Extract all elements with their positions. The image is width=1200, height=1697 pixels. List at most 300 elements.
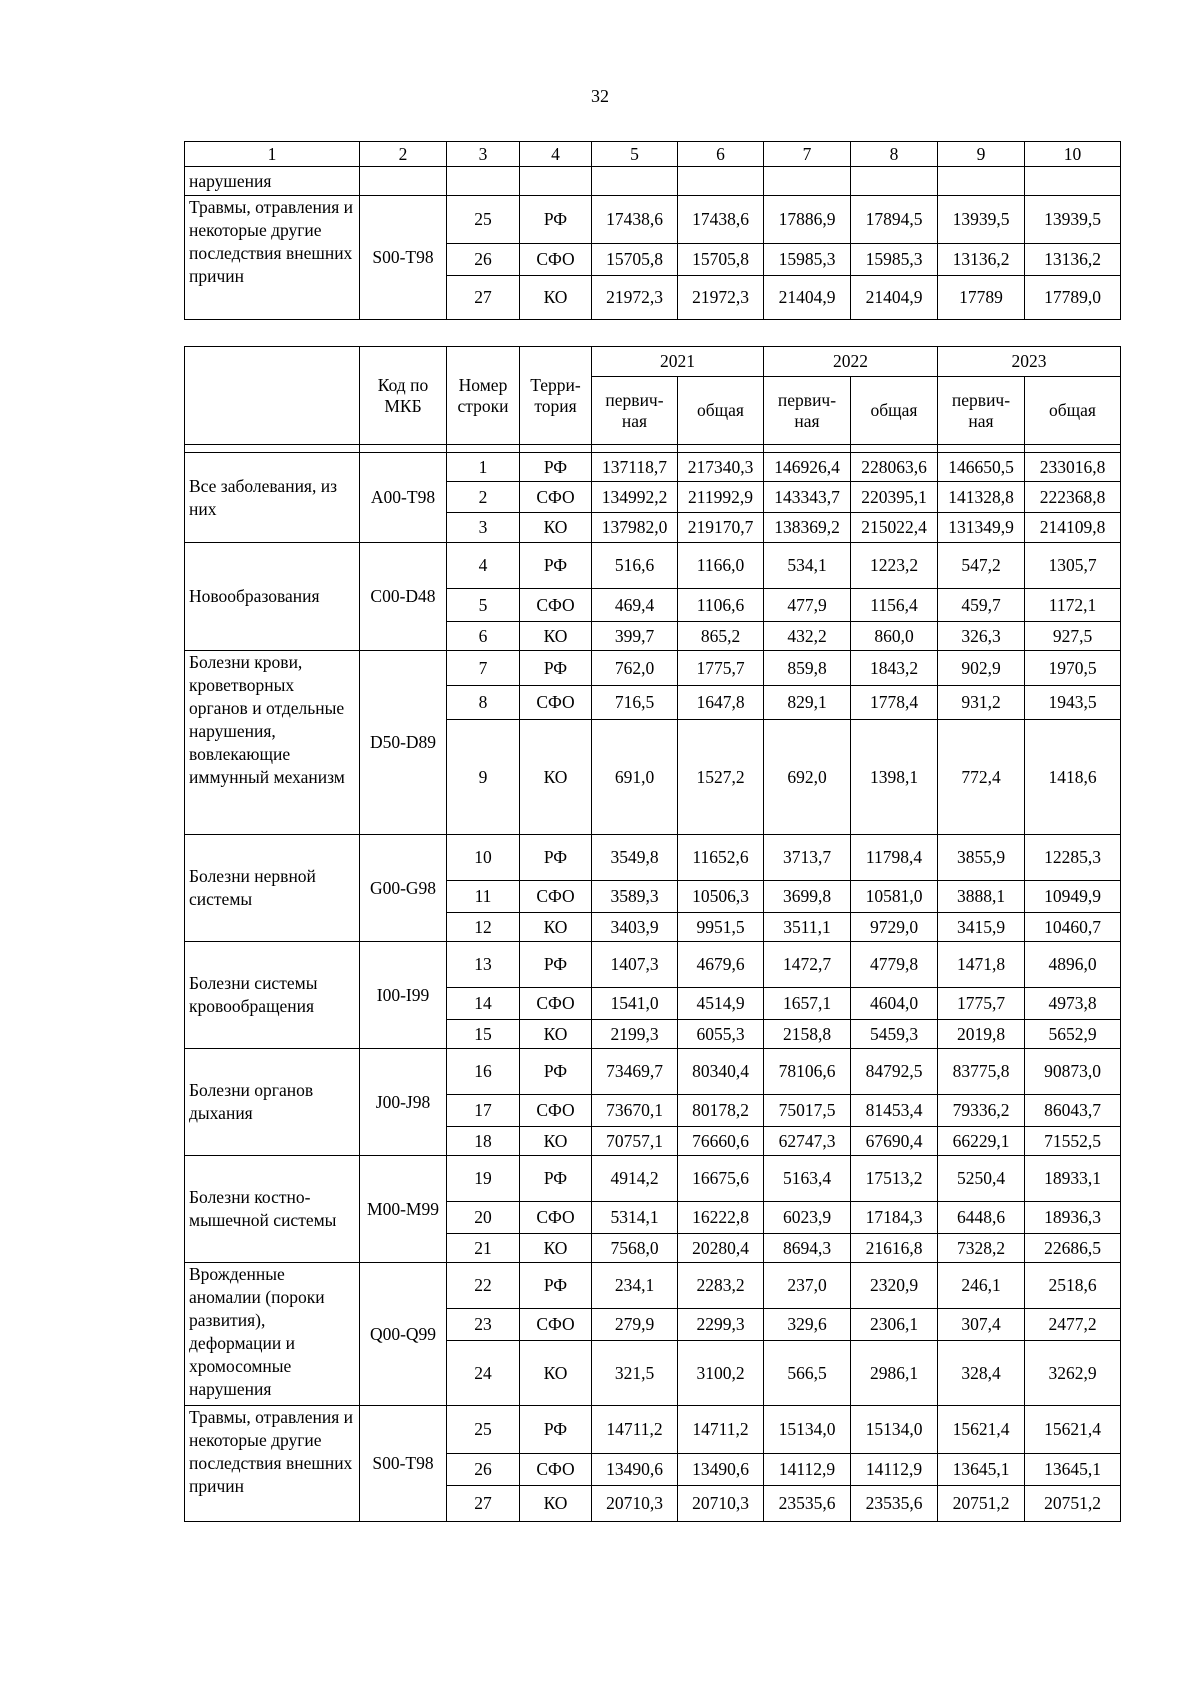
value-cell: 6023,9	[764, 1202, 851, 1234]
icd-code: J00-J98	[360, 1049, 447, 1156]
territory: СФО	[520, 589, 592, 622]
value-cell: 1970,5	[1025, 651, 1121, 686]
column-number: 8	[851, 142, 938, 167]
table-row	[185, 651, 1121, 686]
row-number: 11	[447, 881, 520, 913]
value-cell: 691,0	[592, 720, 678, 835]
value-cell: 931,2	[938, 686, 1025, 720]
row-number: 20	[447, 1202, 520, 1234]
value-cell: 71552,5	[1025, 1127, 1121, 1156]
value-cell: 3262,9	[1025, 1341, 1121, 1406]
row-number: 14	[447, 988, 520, 1020]
disease-group-name: Травмы, отравления и некоторые другие последствия внешних причин	[185, 196, 360, 320]
row-number: 23	[447, 1309, 520, 1341]
value-cell: 233016,8	[1025, 453, 1121, 482]
value-cell: 3855,9	[938, 835, 1025, 881]
value-cell: 3100,2	[678, 1341, 764, 1406]
value-cell: 927,5	[1025, 622, 1121, 651]
value-cell: 5163,4	[764, 1156, 851, 1202]
column-number: 3	[447, 142, 520, 167]
value-cell: 772,4	[938, 720, 1025, 835]
value-cell: 17789,0	[1025, 276, 1121, 320]
value-cell: 2158,8	[764, 1020, 851, 1049]
value-cell: 14711,2	[678, 1406, 764, 1454]
value-cell: 9729,0	[851, 913, 938, 942]
value-cell: 1778,4	[851, 686, 938, 720]
disease-group-name: Травмы, отравления и некоторые другие последствия внешних причин	[185, 1406, 360, 1522]
value-cell: 865,2	[678, 622, 764, 651]
value-cell: 17438,6	[592, 196, 678, 244]
value-cell: 17894,5	[851, 196, 938, 244]
value-cell: 15705,8	[592, 244, 678, 276]
row-number: 2	[447, 482, 520, 513]
territory: СФО	[520, 244, 592, 276]
column-number: 4	[520, 142, 592, 167]
value-cell: 78106,6	[764, 1049, 851, 1095]
territory: СФО	[520, 686, 592, 720]
disease-group-name: Новообразования	[185, 543, 360, 651]
value-cell: 79336,2	[938, 1095, 1025, 1127]
disease-group-name: Болезни нервной системы	[185, 835, 360, 942]
territory: РФ	[520, 1263, 592, 1309]
value-cell: 10581,0	[851, 881, 938, 913]
value-cell: 10506,3	[678, 881, 764, 913]
value-cell: 547,2	[938, 543, 1025, 589]
row-number: 13	[447, 942, 520, 988]
value-cell: 21972,3	[592, 276, 678, 320]
value-cell: 1472,7	[764, 942, 851, 988]
row-number: 10	[447, 835, 520, 881]
value-cell: 17513,2	[851, 1156, 938, 1202]
territory: РФ	[520, 1406, 592, 1454]
value-cell: 62747,3	[764, 1127, 851, 1156]
disease-group-name: Болезни системы кровообращения	[185, 942, 360, 1049]
value-cell: 86043,7	[1025, 1095, 1121, 1127]
row-number: 12	[447, 913, 520, 942]
value-cell: 326,3	[938, 622, 1025, 651]
header-total: общая	[1025, 377, 1121, 445]
value-cell: 70757,1	[592, 1127, 678, 1156]
row-number: 27	[447, 276, 520, 320]
territory: КО	[520, 1127, 592, 1156]
territory: СФО	[520, 1202, 592, 1234]
column-numbers-row	[185, 142, 1121, 167]
value-cell: 1106,6	[678, 589, 764, 622]
value-cell: 307,4	[938, 1309, 1025, 1341]
page-number: 32	[591, 86, 609, 106]
value-cell: 21972,3	[678, 276, 764, 320]
territory: КО	[520, 720, 592, 835]
value-cell: 4896,0	[1025, 942, 1121, 988]
value-cell: 146926,4	[764, 453, 851, 482]
icd-code: G00-G98	[360, 835, 447, 942]
territory: КО	[520, 1486, 592, 1522]
value-cell: 6448,6	[938, 1202, 1025, 1234]
value-cell: 20710,3	[592, 1486, 678, 1522]
value-cell: 7328,2	[938, 1234, 1025, 1263]
value-cell: 10949,9	[1025, 881, 1121, 913]
table-row	[185, 1156, 1121, 1202]
column-number: 5	[592, 142, 678, 167]
value-cell: 2299,3	[678, 1309, 764, 1341]
value-cell: 15705,8	[678, 244, 764, 276]
column-number: 9	[938, 142, 1025, 167]
value-cell: 4679,6	[678, 942, 764, 988]
value-cell: 279,9	[592, 1309, 678, 1341]
value-cell: 829,1	[764, 686, 851, 720]
icd-code: D50-D89	[360, 651, 447, 835]
row-number: 26	[447, 1454, 520, 1486]
row-number: 24	[447, 1341, 520, 1406]
value-cell: 138369,2	[764, 513, 851, 543]
main-table	[184, 346, 1121, 1522]
value-cell: 15134,0	[764, 1406, 851, 1454]
row-number: 17	[447, 1095, 520, 1127]
value-cell: 1166,0	[678, 543, 764, 589]
value-cell: 14711,2	[592, 1406, 678, 1454]
value-cell: 5314,1	[592, 1202, 678, 1234]
value-cell: 329,6	[764, 1309, 851, 1341]
value-cell: 137982,0	[592, 513, 678, 543]
territory: КО	[520, 1020, 592, 1049]
value-cell: 73670,1	[592, 1095, 678, 1127]
value-cell: 228063,6	[851, 453, 938, 482]
value-cell: 23535,6	[764, 1486, 851, 1522]
value-cell: 11798,4	[851, 835, 938, 881]
row-number: 7	[447, 651, 520, 686]
territory: РФ	[520, 651, 592, 686]
row-number: 25	[447, 196, 520, 244]
value-cell: 859,8	[764, 651, 851, 686]
value-cell: 13136,2	[938, 244, 1025, 276]
territory: КО	[520, 913, 592, 942]
value-cell: 13939,5	[1025, 196, 1121, 244]
row-number: 6	[447, 622, 520, 651]
table-row	[185, 835, 1121, 881]
value-cell: 1223,2	[851, 543, 938, 589]
value-cell: 692,0	[764, 720, 851, 835]
value-cell: 3549,8	[592, 835, 678, 881]
value-cell: 5652,9	[1025, 1020, 1121, 1049]
row-number: 27	[447, 1486, 520, 1522]
value-cell: 13645,1	[1025, 1454, 1121, 1486]
value-cell: 399,7	[592, 622, 678, 651]
value-cell: 321,5	[592, 1341, 678, 1406]
value-cell: 80340,4	[678, 1049, 764, 1095]
row-number: 21	[447, 1234, 520, 1263]
icd-code: Q00-Q99	[360, 1263, 447, 1406]
value-cell: 4779,8	[851, 942, 938, 988]
value-cell: 328,4	[938, 1341, 1025, 1406]
value-cell: 220395,1	[851, 482, 938, 513]
value-cell: 566,5	[764, 1341, 851, 1406]
value-cell: 84792,5	[851, 1049, 938, 1095]
disease-group-name: Болезни органов дыхания	[185, 1049, 360, 1156]
value-cell: 137118,7	[592, 453, 678, 482]
value-cell: 7568,0	[592, 1234, 678, 1263]
value-cell: 222368,8	[1025, 482, 1121, 513]
value-cell: 215022,4	[851, 513, 938, 543]
value-cell: 10460,7	[1025, 913, 1121, 942]
column-number: 2	[360, 142, 447, 167]
row-number: 8	[447, 686, 520, 720]
value-cell: 432,2	[764, 622, 851, 651]
value-cell: 13939,5	[938, 196, 1025, 244]
value-cell: 21404,9	[851, 276, 938, 320]
header-year: 2023	[938, 347, 1121, 377]
territory: СФО	[520, 988, 592, 1020]
value-cell: 66229,1	[938, 1127, 1025, 1156]
value-cell: 15134,0	[851, 1406, 938, 1454]
value-cell: 12285,3	[1025, 835, 1121, 881]
spacer-row	[185, 445, 1121, 453]
value-cell: 1647,8	[678, 686, 764, 720]
territory: СФО	[520, 482, 592, 513]
column-number: 1	[185, 142, 360, 167]
value-cell: 15985,3	[764, 244, 851, 276]
value-cell: 15621,4	[1025, 1406, 1121, 1454]
column-number: 6	[678, 142, 764, 167]
disease-group-name: Все заболевания, из них	[185, 453, 360, 543]
value-cell: 13645,1	[938, 1454, 1025, 1486]
column-number: 7	[764, 142, 851, 167]
value-cell: 23535,6	[851, 1486, 938, 1522]
territory: РФ	[520, 835, 592, 881]
value-cell: 2199,3	[592, 1020, 678, 1049]
value-cell: 2019,8	[938, 1020, 1025, 1049]
value-cell: 76660,6	[678, 1127, 764, 1156]
continuation-table	[184, 141, 1121, 320]
territory: СФО	[520, 1309, 592, 1341]
value-cell: 15621,4	[938, 1406, 1025, 1454]
row-number: 15	[447, 1020, 520, 1049]
value-cell: 2283,2	[678, 1263, 764, 1309]
value-cell: 762,0	[592, 651, 678, 686]
value-cell: 4914,2	[592, 1156, 678, 1202]
header-territory: Терри-тория	[520, 347, 592, 445]
value-cell: 1407,3	[592, 942, 678, 988]
value-cell: 17789	[938, 276, 1025, 320]
value-cell: 13490,6	[678, 1454, 764, 1486]
value-cell: 1172,1	[1025, 589, 1121, 622]
value-cell: 16675,6	[678, 1156, 764, 1202]
column-number: 10	[1025, 142, 1121, 167]
value-cell: 67690,4	[851, 1127, 938, 1156]
value-cell: 20751,2	[938, 1486, 1025, 1522]
icd-code: S00-T98	[360, 196, 447, 320]
territory: РФ	[520, 196, 592, 244]
header-year: 2021	[592, 347, 764, 377]
value-cell: 21616,8	[851, 1234, 938, 1263]
header-name-cell	[185, 347, 360, 445]
value-cell: 1775,7	[678, 651, 764, 686]
value-cell: 13136,2	[1025, 244, 1121, 276]
territory: РФ	[520, 453, 592, 482]
disease-group-name: Врожденные аномалии (пороки развития), деформации и хромосомные нарушения	[185, 1263, 360, 1406]
row-number: 18	[447, 1127, 520, 1156]
icd-code: S00-T98	[360, 1406, 447, 1522]
value-cell: 18936,3	[1025, 1202, 1121, 1234]
value-cell: 5459,3	[851, 1020, 938, 1049]
value-cell: 3403,9	[592, 913, 678, 942]
disease-group-name: Болезни крови, кроветворных органов и отдельные нарушения, вовлекающие иммунный механизм	[185, 651, 360, 835]
value-cell: 14112,9	[764, 1454, 851, 1486]
value-cell: 1541,0	[592, 988, 678, 1020]
value-cell: 81453,4	[851, 1095, 938, 1127]
value-cell: 3713,7	[764, 835, 851, 881]
value-cell: 134992,2	[592, 482, 678, 513]
territory: СФО	[520, 881, 592, 913]
row-number: 26	[447, 244, 520, 276]
territory: СФО	[520, 1454, 592, 1486]
value-cell: 237,0	[764, 1263, 851, 1309]
disease-group-name: Болезни костно-мышечной системы	[185, 1156, 360, 1263]
value-cell: 131349,9	[938, 513, 1025, 543]
row-number: 22	[447, 1263, 520, 1309]
value-cell: 73469,7	[592, 1049, 678, 1095]
value-cell: 143343,7	[764, 482, 851, 513]
table-row	[185, 1406, 1121, 1454]
table-row	[185, 453, 1121, 482]
value-cell: 20751,2	[1025, 1486, 1121, 1522]
value-cell: 860,0	[851, 622, 938, 651]
value-cell: 22686,5	[1025, 1234, 1121, 1263]
territory: СФО	[520, 1095, 592, 1127]
value-cell: 459,7	[938, 589, 1025, 622]
value-cell: 1398,1	[851, 720, 938, 835]
value-cell: 1305,7	[1025, 543, 1121, 589]
icd-code: C00-D48	[360, 543, 447, 651]
value-cell: 18933,1	[1025, 1156, 1121, 1202]
value-cell: 1156,4	[851, 589, 938, 622]
value-cell: 16222,8	[678, 1202, 764, 1234]
value-cell: 80178,2	[678, 1095, 764, 1127]
header-total: общая	[678, 377, 764, 445]
value-cell: 15985,3	[851, 244, 938, 276]
value-cell: 8694,3	[764, 1234, 851, 1263]
table-row	[185, 543, 1121, 589]
row-number: 19	[447, 1156, 520, 1202]
territory: РФ	[520, 942, 592, 988]
row-number: 9	[447, 720, 520, 835]
value-cell: 1471,8	[938, 942, 1025, 988]
value-cell: 75017,5	[764, 1095, 851, 1127]
header-primary: первич-ная	[938, 377, 1025, 445]
value-cell: 2986,1	[851, 1341, 938, 1406]
territory: РФ	[520, 1156, 592, 1202]
row-number: 1	[447, 453, 520, 482]
value-cell: 90873,0	[1025, 1049, 1121, 1095]
header-row-number: Номер строки	[447, 347, 520, 445]
value-cell: 211992,9	[678, 482, 764, 513]
value-cell: 469,4	[592, 589, 678, 622]
value-cell: 146650,5	[938, 453, 1025, 482]
row-number: 5	[447, 589, 520, 622]
header-primary: первич-ная	[764, 377, 851, 445]
tail-row-text: нарушения	[185, 167, 360, 196]
value-cell: 246,1	[938, 1263, 1025, 1309]
header-primary: первич-ная	[592, 377, 678, 445]
value-cell: 17438,6	[678, 196, 764, 244]
value-cell: 219170,7	[678, 513, 764, 543]
value-cell: 3511,1	[764, 913, 851, 942]
value-cell: 214109,8	[1025, 513, 1121, 543]
value-cell: 3699,8	[764, 881, 851, 913]
value-cell: 21404,9	[764, 276, 851, 320]
value-cell: 4604,0	[851, 988, 938, 1020]
icd-code: M00-M99	[360, 1156, 447, 1263]
territory: КО	[520, 1341, 592, 1406]
value-cell: 2320,9	[851, 1263, 938, 1309]
tail-row	[185, 167, 1121, 196]
value-cell: 20280,4	[678, 1234, 764, 1263]
table-row	[185, 1049, 1121, 1095]
icd-code: I00-I99	[360, 942, 447, 1049]
table-row	[185, 942, 1121, 988]
value-cell: 141328,8	[938, 482, 1025, 513]
value-cell: 4973,8	[1025, 988, 1121, 1020]
territory: КО	[520, 513, 592, 543]
value-cell: 477,9	[764, 589, 851, 622]
value-cell: 902,9	[938, 651, 1025, 686]
header-year: 2022	[764, 347, 938, 377]
value-cell: 234,1	[592, 1263, 678, 1309]
value-cell: 1657,1	[764, 988, 851, 1020]
value-cell: 1843,2	[851, 651, 938, 686]
value-cell: 3415,9	[938, 913, 1025, 942]
row-number: 3	[447, 513, 520, 543]
value-cell: 3888,1	[938, 881, 1025, 913]
icd-code: A00-T98	[360, 453, 447, 543]
value-cell: 1527,2	[678, 720, 764, 835]
value-cell: 1418,6	[1025, 720, 1121, 835]
row-number: 4	[447, 543, 520, 589]
value-cell: 20710,3	[678, 1486, 764, 1522]
territory: РФ	[520, 543, 592, 589]
table-row	[185, 196, 1121, 244]
value-cell: 716,5	[592, 686, 678, 720]
value-cell: 2518,6	[1025, 1263, 1121, 1309]
value-cell: 2477,2	[1025, 1309, 1121, 1341]
value-cell: 9951,5	[678, 913, 764, 942]
value-cell: 4514,9	[678, 988, 764, 1020]
value-cell: 14112,9	[851, 1454, 938, 1486]
header-icd-code: Код по МКБ	[360, 347, 447, 445]
row-number: 25	[447, 1406, 520, 1454]
value-cell: 6055,3	[678, 1020, 764, 1049]
row-number: 16	[447, 1049, 520, 1095]
value-cell: 13490,6	[592, 1454, 678, 1486]
value-cell: 83775,8	[938, 1049, 1025, 1095]
header-row-years	[185, 347, 1121, 377]
value-cell: 1775,7	[938, 988, 1025, 1020]
table-row	[185, 1263, 1121, 1309]
value-cell: 5250,4	[938, 1156, 1025, 1202]
header-total: общая	[851, 377, 938, 445]
territory: КО	[520, 1234, 592, 1263]
territory: КО	[520, 276, 592, 320]
territory: РФ	[520, 1049, 592, 1095]
value-cell: 11652,6	[678, 835, 764, 881]
value-cell: 217340,3	[678, 453, 764, 482]
value-cell: 1943,5	[1025, 686, 1121, 720]
value-cell: 3589,3	[592, 881, 678, 913]
territory: КО	[520, 622, 592, 651]
value-cell: 17184,3	[851, 1202, 938, 1234]
value-cell: 534,1	[764, 543, 851, 589]
value-cell: 17886,9	[764, 196, 851, 244]
value-cell: 516,6	[592, 543, 678, 589]
